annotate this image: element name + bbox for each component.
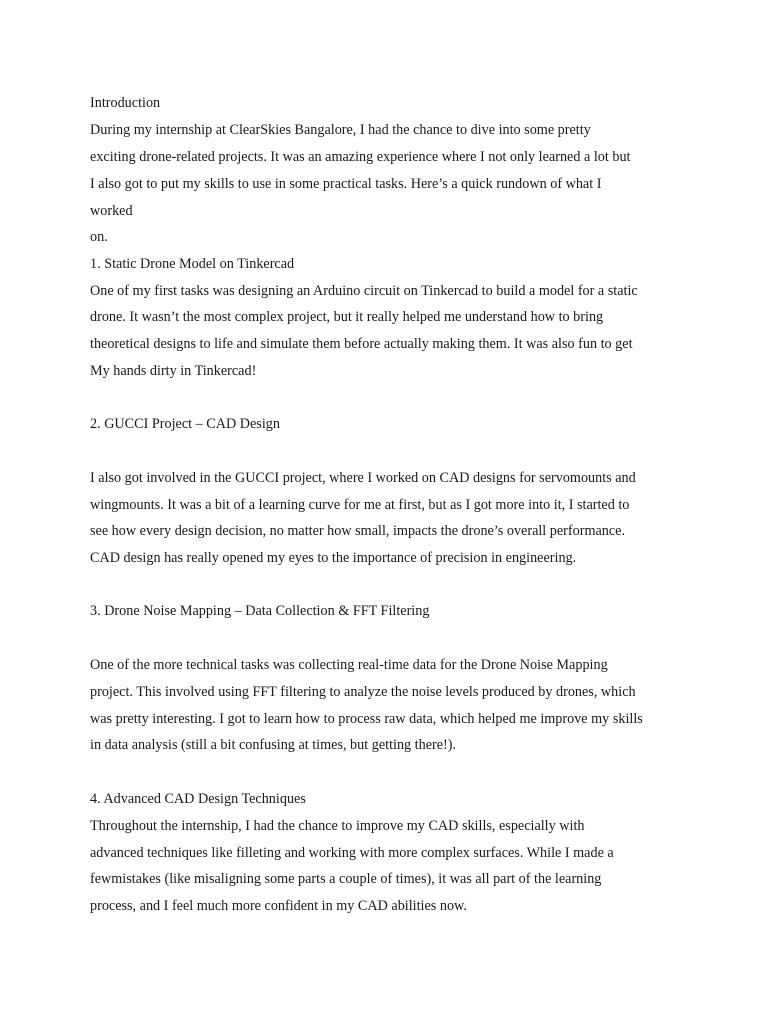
intro-heading: Introduction xyxy=(90,95,161,111)
intro-paragraph-line: worked xyxy=(90,203,133,219)
section-4-line: process, and I feel much more confident in my CAD abilities now. xyxy=(90,898,467,914)
section-2-line: I also got involved in the GUCCI project, where I worked on CAD designs for servomounts and xyxy=(90,470,636,486)
section-4-heading: 4. Advanced CAD Design Techniques xyxy=(90,791,306,807)
section-2-line: wingmounts. It was a bit of a learning curve for me at first, but as I got more into it, I started to xyxy=(90,497,630,513)
section-1-line: My hands dirty in Tinkercad! xyxy=(90,363,257,379)
section-3-line: project. This involved using FFT filtering to analyze the noise levels produced by drones, which xyxy=(90,684,636,700)
section-1-line: One of my first tasks was designing an Arduino circuit on Tinkercad to build a model for a static xyxy=(90,283,638,299)
section-1-heading: 1. Static Drone Model on Tinkercad xyxy=(90,256,295,272)
section-1-line: theoretical designs to life and simulate them before actually making them. It was also fun to get xyxy=(90,336,633,352)
section-4-line: advanced techniques like filleting and working with more complex surfaces. While I made a xyxy=(90,845,614,861)
section-3-line: in data analysis (still a bit confusing at times, but getting there!). xyxy=(90,737,457,753)
intro-paragraph-line: I also got to put my skills to use in some practical tasks. Here’s a quick rundown of what I xyxy=(90,176,602,192)
section-3-line: was pretty interesting. I got to learn how to process raw data, which helped me improve my skills xyxy=(90,711,643,727)
section-2-line: see how every design decision, no matter how small, impacts the drone’s overall performance. xyxy=(90,523,626,539)
section-4-line: fewmistakes (like misaligning some parts a couple of times), it was all part of the learning xyxy=(90,871,602,887)
section-2-line: CAD design has really opened my eyes to the importance of precision in engineering. xyxy=(90,550,577,566)
section-3-heading: 3. Drone Noise Mapping – Data Collection & FFT Filtering xyxy=(90,603,430,619)
intro-paragraph-line: exciting drone-related projects. It was an amazing experience where I not only learned a lot but xyxy=(90,149,631,165)
intro-paragraph-line: During my internship at ClearSkies Bangalore, I had the chance to dive into some pretty xyxy=(90,122,591,138)
intro-paragraph-line: on. xyxy=(90,229,108,245)
section-3-line: One of the more technical tasks was collecting real-time data for the Drone Noise Mapping xyxy=(90,657,608,673)
section-1-line: drone. It wasn’t the most complex project, but it really helped me understand how to bring xyxy=(90,309,604,325)
section-4-line: Throughout the internship, I had the chance to improve my CAD skills, especially with xyxy=(90,818,585,834)
section-2-heading: 2. GUCCI Project – CAD Design xyxy=(90,416,280,432)
